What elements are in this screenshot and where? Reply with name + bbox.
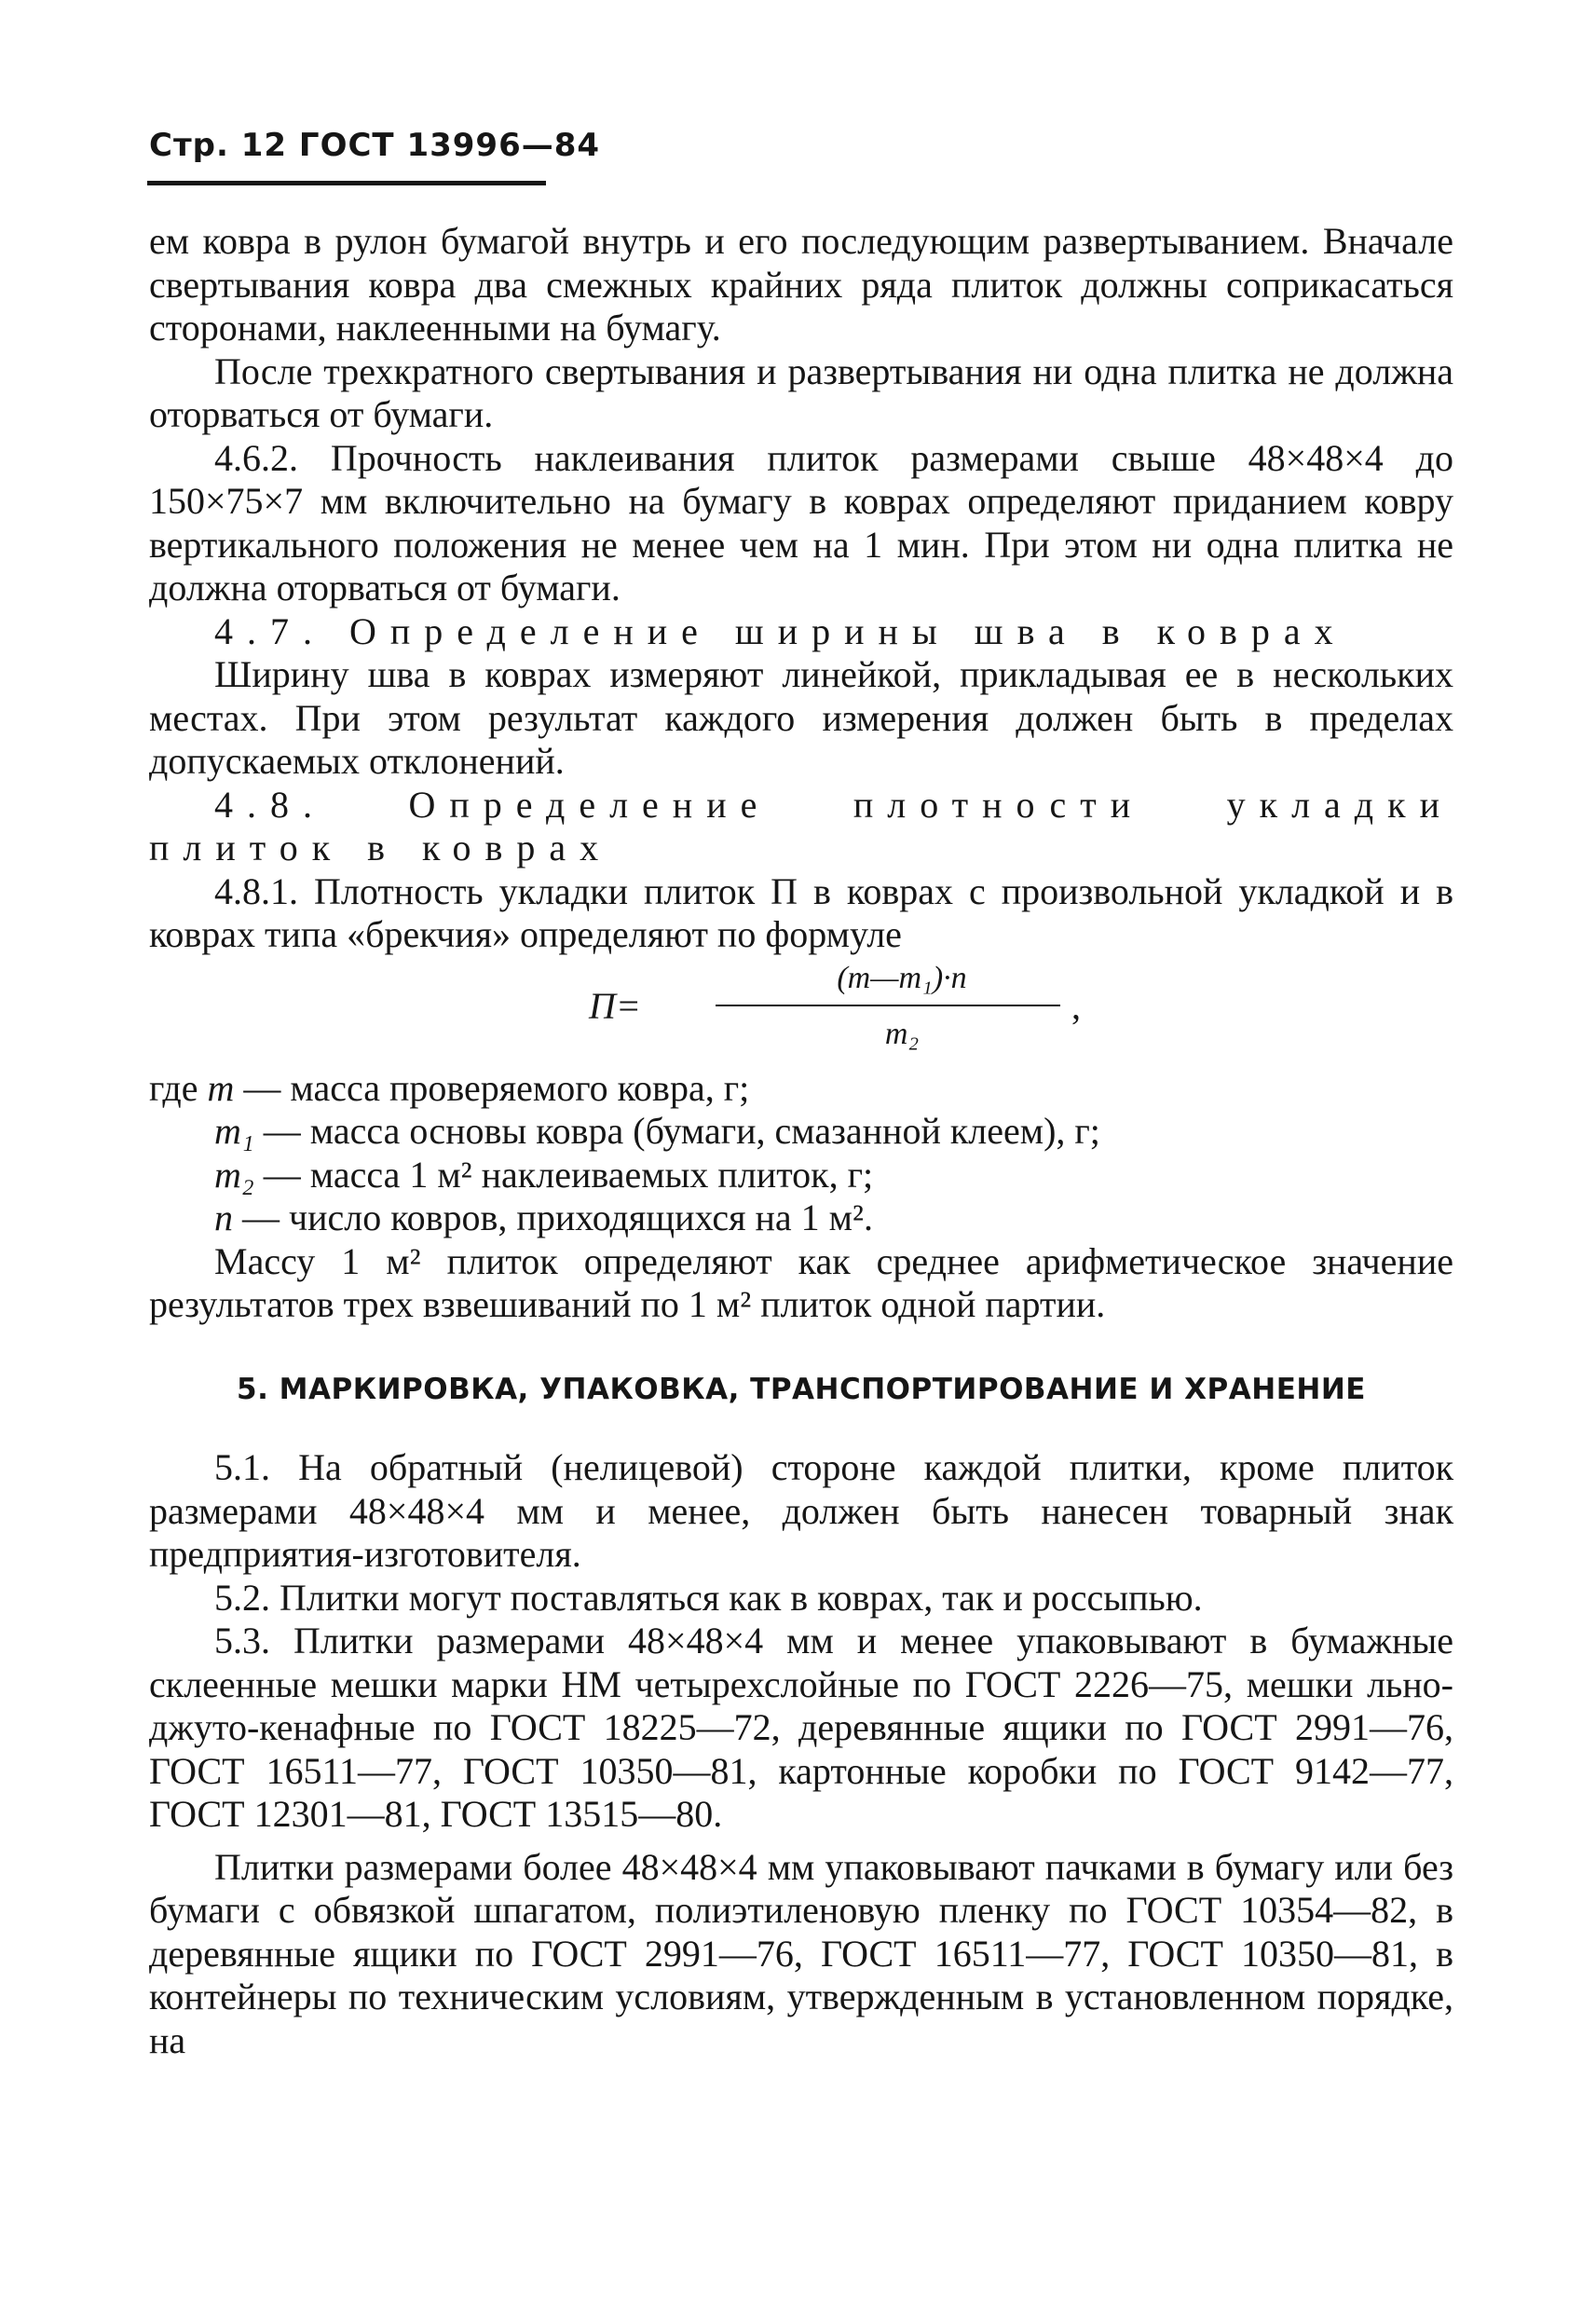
formula-comma: , (1071, 984, 1081, 1027)
definition-m2 (149, 1154, 1453, 1197)
definition-symbol: m₂ (214, 1153, 254, 1196)
paragraph-5-2: 5.2. Плитки могут поставляться как в коврах, так и россыпью. (214, 1576, 1203, 1619)
definition-text: — число ковров, приходящихся на 1 м². (233, 1197, 873, 1238)
clause-4-7-text: Ширину шва в коврах измеряют линейкой, прикладывая ее в нескольких местах. При этом результат каждого измерения должен быть в пределах допускаемых отклонений. (149, 653, 1453, 782)
paragraph-rolling-result: После трехкратного свертывания и развертывания ни одна плитка не должна оторваться от бумаги. (149, 349, 1453, 435)
clause-4-7-heading: 4.7. Определение ширины шва в коврах (214, 609, 1347, 652)
definition-symbol: n (214, 1197, 233, 1238)
formula-numerator: (m—m₁)·n (837, 960, 967, 995)
paragraph-5-3: 5.3. Плитки размерами 48×48×4 мм и менее упаковывают в бумажные склеенные мешки марки НМ четырехслойные по ГОСТ 2226—75, мешки льно-джуто-кенафные по ГОСТ 18225—72, деревянные ящики по ГОСТ 2991—76, ГОСТ 16511—77, ГОСТ 10350—81, картонные коробки по ГОСТ 9142—77, ГОСТ 12301—81, ГОСТ 13515—80. (149, 1620, 1453, 1835)
definition-n (149, 1197, 1453, 1240)
running-head: Стр. 12 ГОСТ 13996—84 (149, 127, 601, 164)
page-body (149, 220, 1453, 2062)
paragraph-4-6-2: 4.6.2. Прочность наклеивания плиток размерами свыше 48×48×4 до 150×75×7 мм включительно на бумагу в коврах определяют приданием ковру вертикального положения не менее чем на 1 мин. При этом ни одна плитка не должна оторваться от бумаги. (149, 436, 1453, 609)
clause-4-8-heading: 4.8. Определение плотности укладки плиток в коврах (149, 783, 1453, 868)
definition-text: — масса проверяемого ковра, г; (234, 1066, 750, 1109)
paragraph-packaging-large: Плитки размерами более 48×48×4 мм упаковывают пачками в бумагу или без бумаги с обвязкой шпагатом, полиэтиленовую пленку по ГОСТ 10354—82, в деревянные ящики по ГОСТ 2991—76, ГОСТ 16511—77, ГОСТ 10350—81, в контейнеры по техническим условиям, утвержденным в установленном порядке, на (149, 1845, 1453, 2061)
definition-prefix: где (149, 1066, 208, 1109)
clause-4-8-1-text: 4.8.1. Плотность укладки плиток П в коврах с произвольной укладкой и в коврах типа «брекчия» определяют по формуле (149, 869, 1453, 955)
definition-m (149, 1067, 1453, 1111)
density-formula (149, 957, 1453, 1067)
definition-symbol: m (207, 1066, 235, 1109)
definition-text: — масса основы ковра (бумаги, смазанной клеем), г; (253, 1110, 1100, 1152)
formula-denominator: m₂ (884, 1016, 920, 1051)
formula-lhs: П= (589, 984, 641, 1027)
header-rule (147, 181, 546, 185)
definition-symbol: m₁ (214, 1110, 254, 1152)
formula-fraction-bar (716, 1005, 1060, 1006)
definition-text: — масса 1 м² наклеиваемых плиток, г; (253, 1153, 874, 1196)
paragraph-mass: Массу 1 м² плиток определяют как среднее арифметическое значение результатов трех взвешиваний по 1 м² плиток одной партии. (149, 1239, 1453, 1325)
section-5-heading: 5. МАРКИРОВКА, УПАКОВКА, ТРАНСПОРТИРОВАНИЕ И ХРАНЕНИЕ (237, 1372, 1366, 1406)
definition-m1 (149, 1110, 1453, 1154)
paragraph-continuation: ем ковра в рулон бумагой внутрь и его последующим развертыванием. Вначале свертывания ковра два смежных крайних ряда плиток должны соприкасаться сторонами, наклеенными на бумагу. (149, 220, 1453, 349)
symbol-definitions (149, 1067, 1453, 1240)
paragraph-5-1: 5.1. На обратный (нелицевой) стороне каждой плитки, кроме плиток размерами 48×48×4 мм и менее, должен быть нанесен товарный знак предприятия-изготовителя. (149, 1446, 1453, 1575)
